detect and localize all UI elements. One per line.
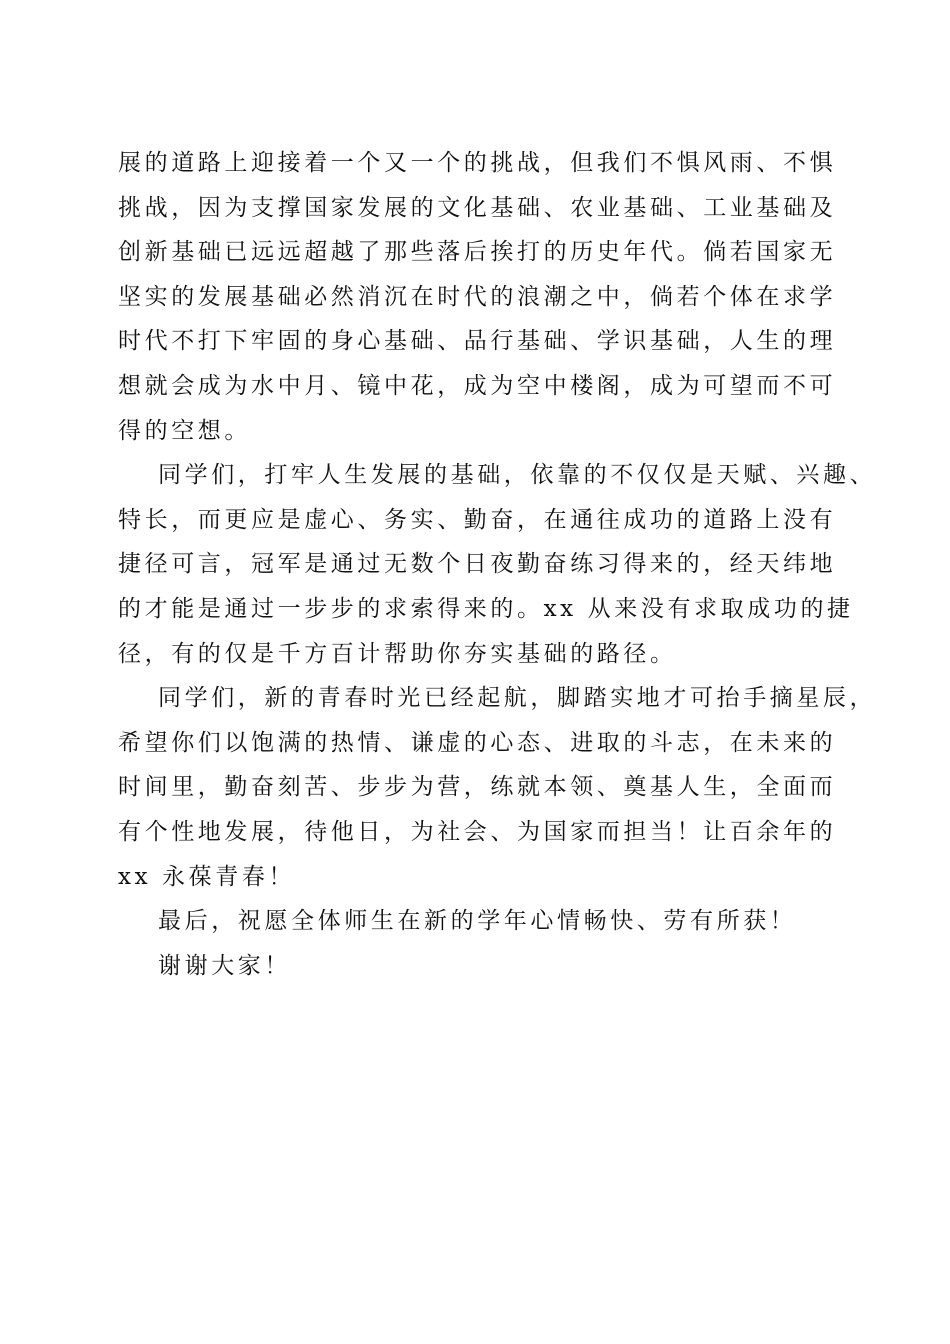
- paragraph-2-line-1: 同学们，打牢人生发展的基础，依靠的不仅仅是天赋、兴趣、: [158, 462, 877, 489]
- paragraph-2-line-3: 捷径可言，冠军是通过无数个日夜勤奋练习得来的，经天纬地: [118, 551, 837, 578]
- paragraph-3-line-5: xx 永葆青春！: [118, 863, 296, 890]
- paragraph-3-line-2: 希望你们以饱满的热情、谦虚的心态、进取的斗志，在未来的: [118, 729, 837, 756]
- paragraph-1-line-1: 展的道路上迎接着一个又一个的挑战，但我们不惧风雨、不惧: [118, 150, 837, 176]
- paragraph-3-line-3: 时间里，勤奋刻苦、步步为营，练就本领、奠基人生，全面而: [118, 774, 837, 801]
- paragraph-3-line-1: 同学们，新的青春时光已经起航，脚踏实地才可抬手摘星辰，: [158, 685, 877, 712]
- paragraph-3-line-4: 有个性地发展，待他日，为社会、为国家而担当！让百余年的: [118, 818, 837, 845]
- paragraph-1-line-7: 得的空想。: [118, 417, 251, 444]
- paragraph-1-line-2: 挑战，因为支撑国家发展的文化基础、农业基础、工业基础及: [118, 194, 837, 221]
- document-body: [118, 141, 877, 988]
- paragraph-5-line-1: 谢谢大家！: [158, 952, 291, 979]
- paragraph-1-line-4: 坚实的发展基础必然消沉在时代的浪潮之中，倘若个体在求学: [118, 283, 837, 310]
- paragraph-1-line-6: 想就会成为水中月、镜中花，成为空中楼阁，成为可望而不可: [118, 372, 837, 399]
- paragraph-2-line-4: 的才能是通过一步步的求索得来的。xx 从来没有求取成功的捷: [118, 595, 854, 622]
- paragraph-1-line-5: 时代不打下牢固的身心基础、品行基础、学识基础，人生的理: [118, 328, 837, 355]
- paragraph-2-line-5: 径，有的仅是千方百计帮助你夯实基础的路径。: [118, 640, 677, 667]
- paragraph-1-line-3: 创新基础已远远超越了那些落后挨打的历史年代。倘若国家无: [118, 239, 837, 266]
- paragraph-4-line-1: 最后，祝愿全体师生在新的学年心情畅快、劳有所获！: [158, 908, 797, 935]
- paragraph-2-line-2: 特长，而更应是虚心、务实、勤奋，在通往成功的道路上没有: [118, 506, 837, 533]
